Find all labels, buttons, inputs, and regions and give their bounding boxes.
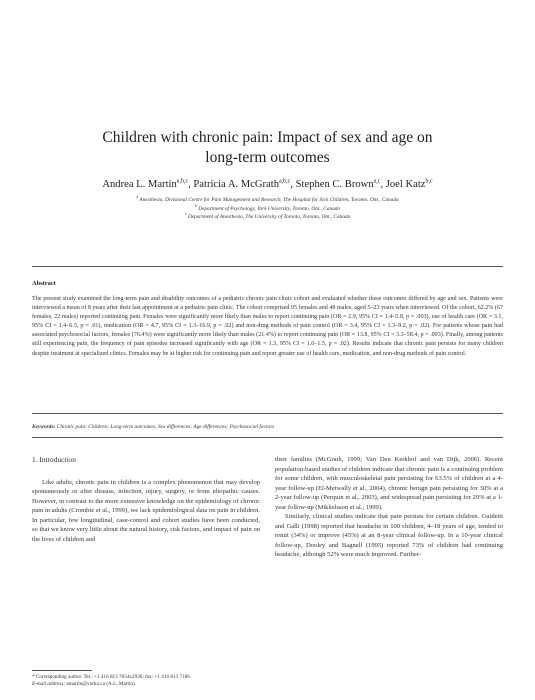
intro-paragraph-continued: their families (McGrath, 1999; Van Den Kerkhof and van Dijk, 2006). Recent population-based studies of children indicate that chronic pain is a continuing problem for some children, with musculoskeletal pain persisting for 63.5% of children at a 4-year follow-up (El-Metwally et al., 2004), chronic benign pain persisting for 30% at a 2-year follow-up (Perquin et al., 2003), and widespread pain persisting for 29% at a 1-year follow-up (Mikkelsson et al., 1999). — [275, 456, 503, 511]
paper-title — [60, 128, 475, 168]
divider-top — [32, 266, 503, 267]
author-1: Andrea L. Martin$^{a,b,c}$ — [102, 178, 189, 190]
keywords-label: Keywords: — [32, 424, 56, 430]
affiliation-a: $^a$ Anesthesia, Divisional Centre for Pain Management and Research, The Hospital for Sick Children, Toronto, Ont., Canada — [136, 194, 399, 203]
author-2: Patricia A. McGrath$^{a,b,c}$ — [193, 178, 291, 190]
footnotes — [32, 670, 260, 688]
intro-paragraph-2: Similarly, clinical studies indicate that pain persists for certain children. Guidetti and Galli (1998) reported that headache in 100 children, 4–18 years of age, tended to remit (34%) or improve (45%) at an 8-year clinical follow-up. In a 10-year clinical follow-up, Dooley and Bagnell (1995) reported 73% of children had continuing headache, although 52% were much improved. Further- — [275, 513, 503, 559]
affiliation-c: $^c$ Department of Anesthesia, The University of Toronto, Toronto, Ont., Canada — [184, 211, 351, 221]
affiliation-b: $^b$ Department of Psychology, York University, Toronto, Ont., Canada — [194, 202, 341, 212]
divider-keywords — [32, 437, 503, 438]
divider-abstract — [32, 413, 503, 414]
section-heading: 1. Introduction — [32, 455, 76, 464]
title-line-2: long-term outcomes — [205, 149, 330, 166]
keywords-text: Chronic pain; Children; Long-term outcomes; Sex differences; Age differences; Psychosocial factors — [56, 424, 275, 430]
footnote-corresponding: * Corresponding author. Tel.: +1 416 813 7654x2936; fax: +1 416 813 7186. — [32, 674, 192, 680]
footnote-email: E-mail address: amartin@yorku.ca (A.L. Martin). — [32, 681, 136, 688]
left-column — [32, 455, 260, 544]
right-column — [275, 455, 503, 560]
author-list: Andrea L. Martin$^{a,b,c}$, Patricia A. McGrath$^{a,b,c}$, Stephen C. Brown$^{a,c}$, Joel Katz$^{b,c}$ — [102, 178, 433, 190]
author-3: Stephen C. Brown$^{a,c}$ — [295, 178, 381, 190]
abstract-heading: Abstract — [32, 280, 56, 287]
footnote-rule — [32, 670, 92, 671]
affiliations — [40, 196, 495, 222]
intro-paragraph-1: Like adults, chronic pain in children is a complex phenomenon that may develop spontaneously or after disease, infection, injury, surgery, or from idiopathic causes. However, in contrast to the more extensive knowledge on the epidemiology of chronic pain in adults (Crombie et al., 1999), we lack epidemiological data on pain in children. In particular, few longitudinal, case-control and cohort studies have been conducted, so that we know very little about the natural history, risk factors, and impact of pain on the lives of children and — [32, 478, 260, 543]
author-4: Joel Katz$^{b,c}$ — [385, 178, 433, 190]
keywords — [32, 423, 503, 431]
title-line-1: Children with chronic pain: Impact of sex and age on — [102, 129, 433, 146]
abstract-text: The present study examined the long-term pain and disability outcomes of a pediatric chronic pain clinic cohort and evaluated whether these outcomes differed by age and sex. Patients were interviewed a mean of 8 years after their last appointment at a pediatric pain clinic. The cohort comprised 95 females and 48 males, aged 5–23 years when interviewed. Of the cohort, 62.2% (67 females, 22 males) reported continuing pain. Females were significantly more likely than males to report continuing pain (OR = 2.9, 95% CI = 1.4–5.8, p = .003), use of health care (OR = 3.1, 95% CI = 1.4–6.5, p = .01), medication (OR = 4.7, 95% CI = 1.3–16.9, p = .02) and non-drug methods of pain control (OR = 3.4, 95% CI = 1.3–9.2, p = .02). For patients whose pain had associated psychosocial factors, females (76.4%) were significantly more likely than males (21.4%) to report continuing pain (OR = 13.8, 95% CI = 3.3–58.4, p = .003). Finally, among patients still experiencing pain, the frequency of pain episodes increased significantly with age (OR = 1.3, 95% CI = 1.0–1.5, p = .02). Results indicate that chronic pain persists for many children despite treatment at specialized clinics. Females may be at higher risk for continuing pain and report greater use of health care, medication, and non-drug methods of pain control. — [32, 296, 503, 357]
